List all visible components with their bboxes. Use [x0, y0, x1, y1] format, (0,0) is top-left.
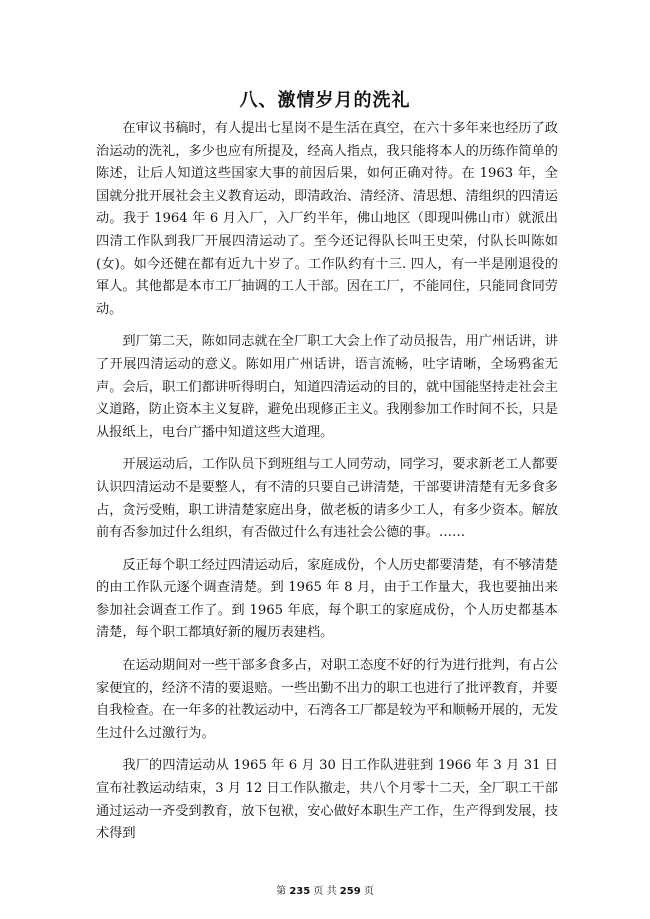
paragraph-6: 我厂的四清运动从 1965 年 6 月 30 日工作队进驻到 1966 年 3 月 31 日宣布社教运动结束，3 月 12 日工作队撤走，共八个月零十二天，全厂职工干部通过运动一齐受到教育，放下包袱，安心做好本职生产工作，生产得到发展，技术得到	[96, 758, 558, 842]
body-text	[96, 118, 558, 856]
paragraph-3: 开展运动后，工作队员下到班组与工人同劳动，同学习，要求新老工人都要认识四清运动不是要整人，有不清的只要自己讲清楚，干部要讲清楚有无多食多占，贪污受贿，职工讲清楚家庭出身，做老板的请多少工人，有多少资本。解放前有否参加过什么组织，有否做过什么有违社会公德的事。……	[96, 457, 558, 541]
footer-middle: 页 共	[313, 886, 337, 897]
footer-prefix: 第	[276, 886, 287, 897]
page-footer	[0, 882, 650, 897]
total-pages-number: 259	[339, 886, 361, 897]
paragraph-4: 反正每个职工经过四清运动后，家庭成份，个人历史都要清楚，有不够清楚的由工作队元逐个调查清楚。到 1965 年 8 月，由于工作量大，我也要抽出来参加社会调查工作了。到 1965 年底，每个职工的家庭成份，个人历史都基本清楚，每个职工都填好新的履历表建档。	[96, 557, 558, 641]
paragraph-2: 到厂第二天，陈如同志就在全厂职工大会上作了动员报告，用广州话讲，讲了开展四清运动的意义。陈如用广州话讲，语言流畅，吐字请晰，全场鸦雀无声。会后，职工们都讲听得明白，知道四清运动的目的，就中国能坚持走社会主义道路，防止资本主义复辟，避免出现修正主义。我刚参加工作时间不长，只是从报纸上，电台广播中知道这些大道理。	[96, 334, 558, 440]
chapter-title: 八、激情岁月的洗礼	[239, 90, 411, 111]
paragraph-1: 在审议书稿时，有人提出七星岗不是生活在真空，在六十多年来也经历了政治运动的洗礼，多少也应有所提及，经高人指点，我只能将本人的历练作简单的陈述，让后人知道这些国家大事的前因后果，如何正确对待。在 1963 年，全国就分批开展社会主义教育运动，即清政治、清经济、清思想、清组织的四清运动。我于 1964 年 6 月入厂，入厂约半年，佛山地区（即现叫佛山市）就派出四清工作队到我厂开展四清运动了。至今还记得队长叫王史荣，付队长叫陈如(女)。如今还健在都有近九十岁了。工作队约有十三. 四人，有一半是刚退役的軍人。其他都是本市工厂抽调的工人干部。因在工厂，不能同住，只能同食同劳动。	[96, 121, 558, 317]
footer-suffix: 页	[363, 886, 374, 897]
current-page-number: 235	[289, 886, 311, 897]
paragraph-5: 在运动期间对一些干部多食多占，对职工态度不好的行为进行批判，有占公家便宜的，经济不清的要退赔。一些出勤不出力的职工也进行了批评教育，并要自我检查。在一年多的社教运动中，石湾各工厂都是较为平和顺畅开展的，无发生过什么过激行为。	[96, 658, 558, 741]
